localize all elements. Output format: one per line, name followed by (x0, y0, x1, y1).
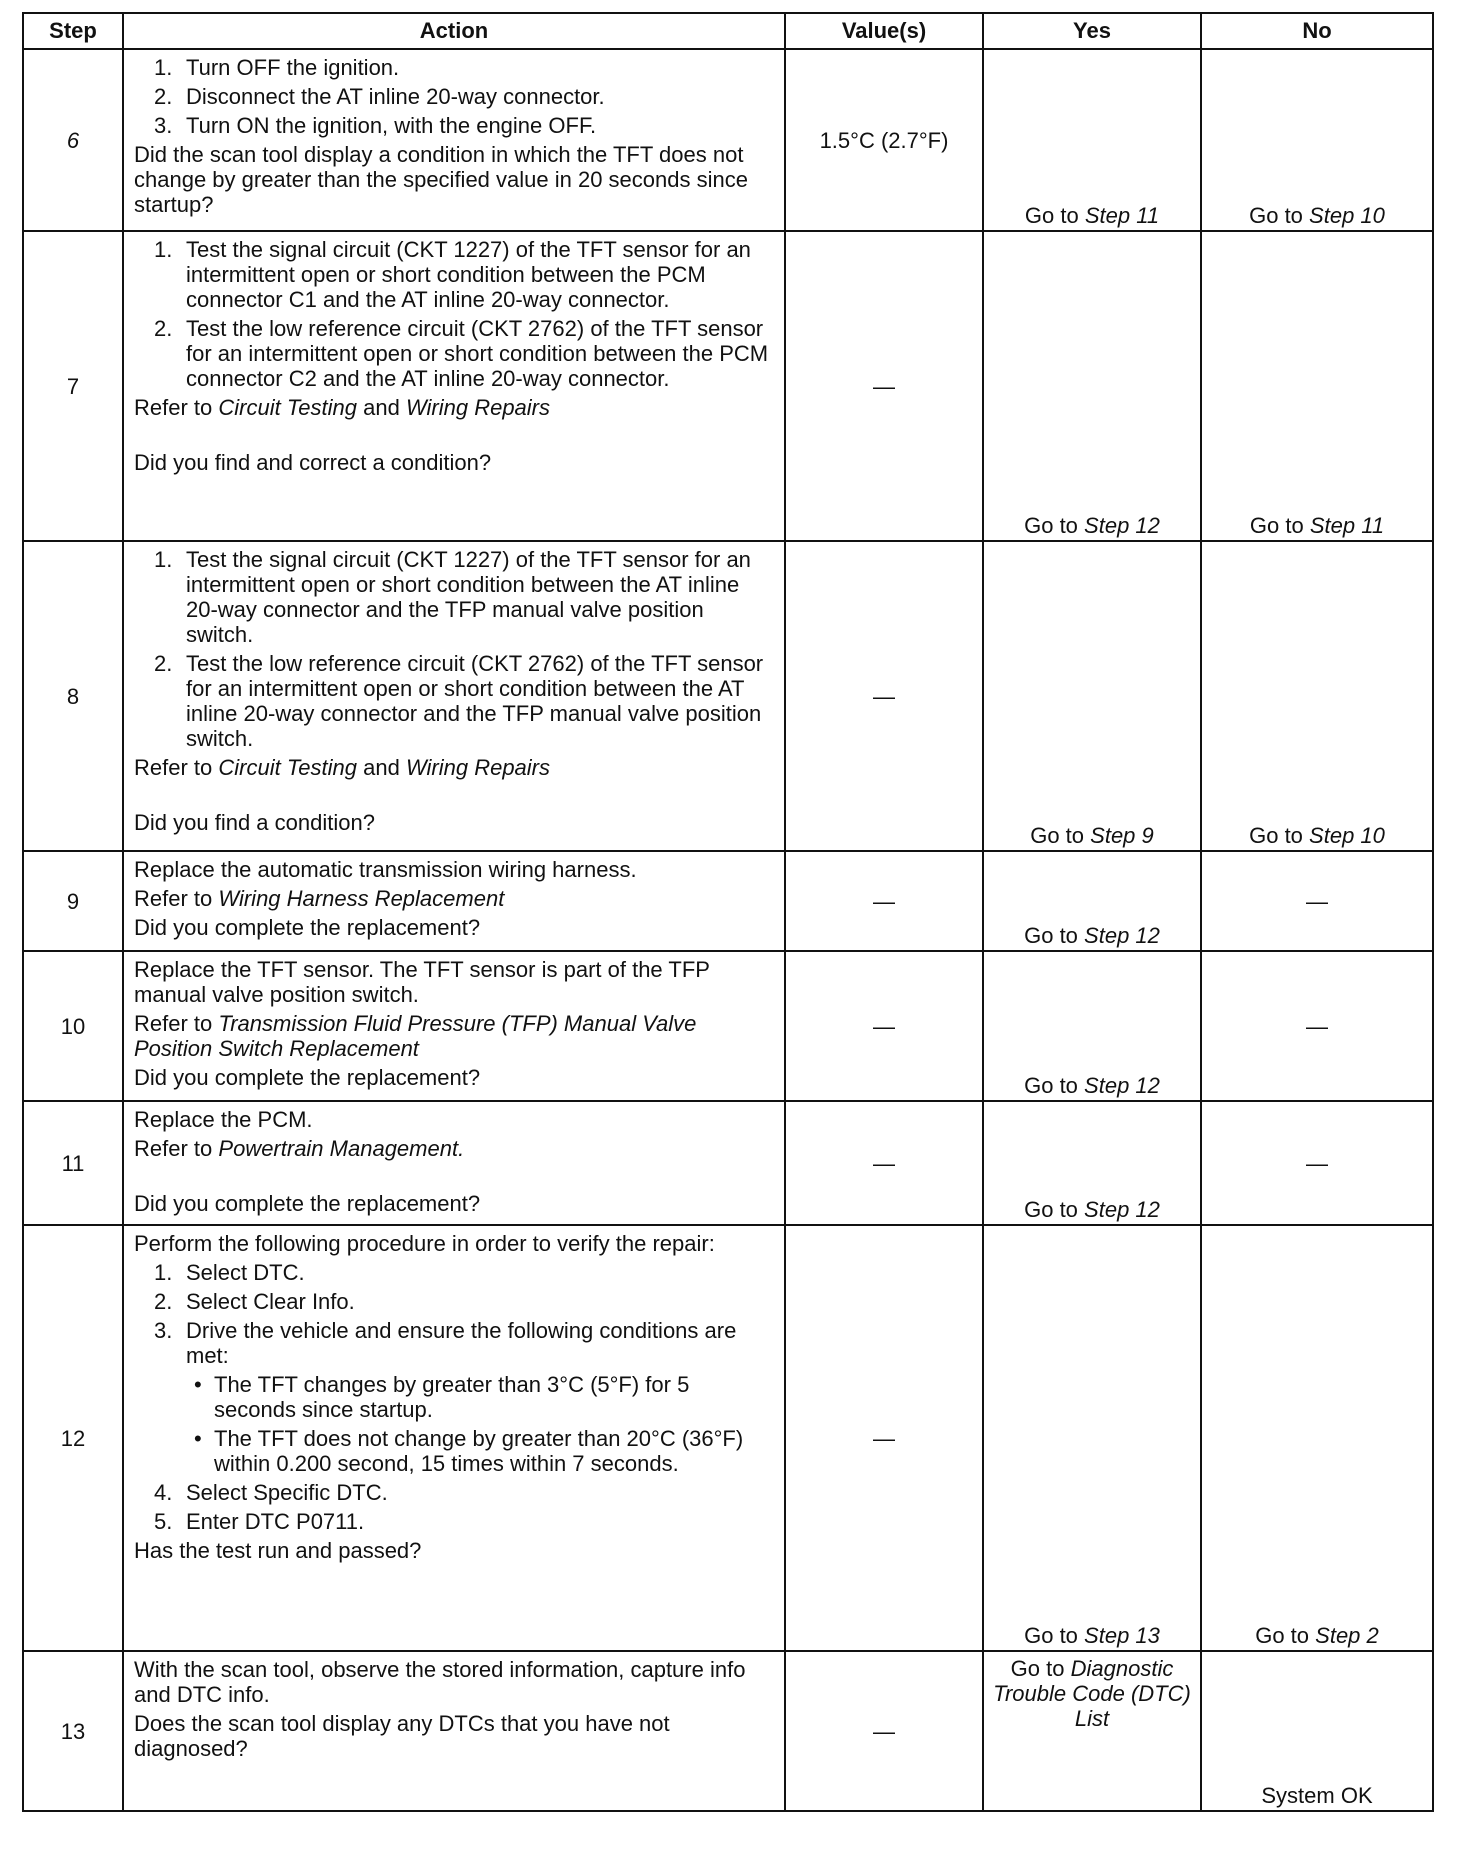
value-cell: 1.5°C (2.7°F) (785, 49, 983, 231)
value-cell: — (785, 1225, 983, 1651)
diagnostic-step-table (22, 12, 1434, 1812)
refer-text: Refer to Circuit Testing and Wiring Repairs (134, 755, 551, 780)
wiring-harness-replacement-link[interactable]: Wiring Harness Replacement (218, 886, 505, 911)
goto-step-link[interactable]: Step 9 (1090, 823, 1154, 848)
yes-cell: Go to Step 12 (983, 951, 1201, 1101)
intro-text: Perform the following procedure in order to verify the repair: (134, 1231, 715, 1256)
list-item: 2. Test the low reference circuit (CKT 2762) of the TFT sensor for an intermittent open or short condition between the AT inline 20-way connector and the TFP manual valve position switch. (154, 651, 764, 751)
goto-step-link[interactable]: Step 11 (1084, 203, 1160, 228)
yes-cell: Go to Step 9 (983, 541, 1201, 851)
action-text: Replace the automatic transmission wiring harness. (134, 857, 637, 882)
question-text: Did the scan tool display a condition in which the TFT does not change by greater than the specified value in 20 seconds since startup? (134, 142, 748, 217)
circuit-testing-link[interactable]: Circuit Testing (218, 395, 357, 420)
value-cell: — (785, 541, 983, 851)
step-number: 10 (23, 951, 123, 1101)
value-cell: — (785, 1651, 983, 1811)
yes-cell: Go to Step 12 (983, 851, 1201, 951)
step-row-13 (23, 1651, 1433, 1811)
action-cell (123, 1101, 785, 1225)
list-item: 4. Select Specific DTC. (154, 1480, 388, 1505)
value-cell: — (785, 851, 983, 951)
action-text: Replace the TFT sensor. The TFT sensor is part of the TFP manual valve position switch. (134, 957, 710, 1007)
no-cell: Go to Step 10 (1201, 49, 1433, 231)
yes-cell: Go to Step 13 (983, 1225, 1201, 1651)
action-cell (123, 231, 785, 541)
list-item: 1. Test the signal circuit (CKT 1227) of the TFT sensor for an intermittent open or short condition between the AT inline 20-way connector and the TFP manual valve position switch. (154, 547, 751, 647)
header-row (23, 13, 1433, 49)
question-text: Did you complete the replacement? (134, 915, 481, 940)
action-cell (123, 851, 785, 951)
list-item: 1. Turn OFF the ignition. (154, 55, 400, 80)
yes-cell: Go to Diagnostic Trouble Code (DTC) List (983, 1651, 1201, 1811)
no-cell: — (1201, 1101, 1433, 1225)
header-yes: Yes (983, 13, 1201, 49)
step-number: 6 (23, 49, 123, 231)
yes-cell: Go to Step 11 (983, 49, 1201, 231)
header-no: No (1201, 13, 1433, 49)
list-item: 1. Select DTC. (154, 1260, 305, 1285)
no-cell: Go to Step 10 (1201, 541, 1433, 851)
list-item: 5. Enter DTC P0711. (154, 1509, 365, 1534)
action-cell (123, 1651, 785, 1811)
step-number: 9 (23, 851, 123, 951)
no-cell (1201, 1651, 1433, 1811)
step-number: 13 (23, 1651, 123, 1811)
step-number: 12 (23, 1225, 123, 1651)
goto-step-link[interactable]: Step 12 (1084, 513, 1160, 538)
goto-step-link[interactable]: Step 12 (1084, 1197, 1160, 1222)
action-cell (123, 541, 785, 851)
list-item: 2. Disconnect the AT inline 20-way connector. (154, 84, 605, 109)
no-cell: Go to Step 2 (1201, 1225, 1433, 1651)
no-cell: — (1201, 851, 1433, 951)
header-action: Action (123, 13, 785, 49)
question-text: Did you complete the replacement? (134, 1065, 481, 1090)
header-step: Step (23, 13, 123, 49)
action-text: With the scan tool, observe the stored information, capture info and DTC info. (134, 1657, 746, 1707)
circuit-testing-link[interactable]: Circuit Testing (218, 755, 357, 780)
goto-step-link[interactable]: Step 10 (1309, 203, 1385, 228)
step-row-11 (23, 1101, 1433, 1225)
step-row-12 (23, 1225, 1433, 1651)
header-values: Value(s) (785, 13, 983, 49)
list-item: 1. Test the signal circuit (CKT 1227) of the TFT sensor for an intermittent open or short condition between the PCM connector C1 and the AT inline 20-way connector. (154, 237, 751, 312)
value-cell: — (785, 1101, 983, 1225)
refer-text: Refer to Powertrain Management. (134, 1136, 465, 1161)
step-row-7 (23, 231, 1433, 541)
value-cell: — (785, 231, 983, 541)
diagnostic-table-page (22, 12, 1432, 1812)
goto-step-link[interactable]: Step 10 (1309, 823, 1385, 848)
goto-step-link[interactable]: Step 12 (1084, 1073, 1160, 1098)
goto-step-link[interactable]: Step 11 (1309, 513, 1385, 538)
action-cell (123, 1225, 785, 1651)
refer-text: Refer to Circuit Testing and Wiring Repairs (134, 395, 551, 420)
value-cell: — (785, 951, 983, 1101)
list-item: 2. Test the low reference circuit (CKT 2762) of the TFT sensor for an intermittent open or short condition between the PCM connector C2 and the AT inline 20-way connector. (154, 316, 769, 391)
step-number: 8 (23, 541, 123, 851)
no-cell: Go to Step 11 (1201, 231, 1433, 541)
goto-step-link[interactable]: Step 13 (1084, 1623, 1160, 1648)
powertrain-management-link[interactable]: Powertrain Management. (218, 1136, 465, 1161)
wiring-repairs-link[interactable]: Wiring Repairs (405, 395, 551, 420)
step-row-6 (23, 49, 1433, 231)
step-number: 11 (23, 1101, 123, 1225)
bullet-item: • The TFT does not change by greater than 20°C (36°F) within 0.200 second, 15 times within 7 seconds. (194, 1426, 744, 1476)
step-row-9 (23, 851, 1433, 951)
step-row-10 (23, 951, 1433, 1101)
wiring-repairs-link[interactable]: Wiring Repairs (405, 755, 551, 780)
question-text: Did you find a condition? (134, 810, 375, 835)
bullet-item: • The TFT changes by greater than 3°C (5°F) for 5 seconds since startup. (194, 1372, 690, 1422)
step-row-8 (23, 541, 1433, 851)
goto-step-link[interactable]: Step 12 (1084, 923, 1160, 948)
dtc-list-link[interactable]: Diagnostic Trouble Code (DTC) List (993, 1656, 1191, 1731)
question-text: Did you complete the replacement? (134, 1191, 481, 1216)
refer-text: Refer to Transmission Fluid Pressure (TFP) Manual Valve Position Switch Replacement (134, 1011, 697, 1061)
action-cell (123, 49, 785, 231)
no-cell: — (1201, 951, 1433, 1101)
yes-cell: Go to Step 12 (983, 231, 1201, 541)
refer-text: Refer to Wiring Harness Replacement (134, 886, 505, 911)
step-number: 7 (23, 231, 123, 541)
goto-step-link[interactable]: Step 2 (1315, 1623, 1379, 1648)
tfp-switch-replacement-link[interactable]: Transmission Fluid Pressure (TFP) Manual Valve Position Switch Replacement (134, 1011, 697, 1061)
system-ok-text: System OK (1261, 1783, 1373, 1808)
list-item: 2. Select Clear Info. (154, 1289, 355, 1314)
list-item: 3. Drive the vehicle and ensure the following conditions are met: (154, 1318, 737, 1368)
list-item: 3. Turn ON the ignition, with the engine OFF. (154, 113, 597, 138)
question-text: Does the scan tool display any DTCs that you have not diagnosed? (134, 1711, 670, 1761)
question-text: Did you find and correct a condition? (134, 450, 492, 475)
action-cell (123, 951, 785, 1101)
action-text: Replace the PCM. (134, 1107, 313, 1132)
yes-cell: Go to Step 12 (983, 1101, 1201, 1225)
question-text: Has the test run and passed? (134, 1538, 422, 1563)
